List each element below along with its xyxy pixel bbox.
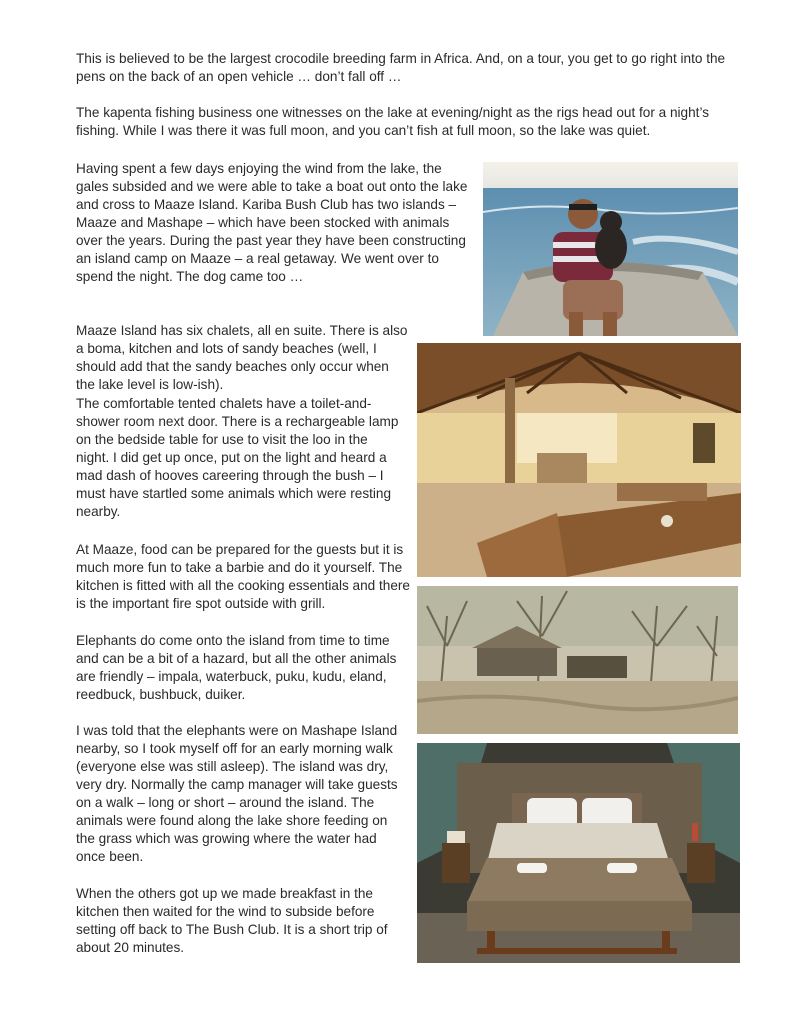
- photo-tent-bedroom: [417, 743, 740, 963]
- paragraph-crocodile-farm: This is believed to be the largest crocodile breeding farm in Africa. And, on a tour, you get to go right into the pens on the back of an open vehicle … don’t fall off …: [76, 51, 726, 84]
- paragraph-breakfast: When the others got up we made breakfast in the kitchen then waited for the wind to subside before setting off back to The Bush Club. It is a short trip of about 20 minutes.: [76, 886, 388, 955]
- photo-tented-chalets-bush: [417, 586, 738, 734]
- paragraph-food: At Maaze, food can be prepared for the guests but it is much more fun to take a barbie and do it yourself. The kitchen is fitted with all the cooking essentials and there is the important fire spot outside with grill.: [76, 542, 410, 611]
- paragraph-elephants: Elephants do come onto the island from time to time and can be a bit of a hazard, but all the other animals are friendly – impala, waterbuck, puku, kudu, eland, reedbuck, bushbuck, duiker.: [76, 633, 397, 702]
- paragraph-boat-trip: Having spent a few days enjoying the wind from the lake, the gales subsided and we were able to take a boat out onto the lake and cross to Maaze Island. Kariba Bush Club has two islands – Maaze and Mashape – which have been stocked with animals over the years. During the past year they have been constructing an island camp on Maaze – a real getaway. We went over to spend the night. The dog came too …: [76, 161, 468, 284]
- paragraph-maaze-chalets: Maaze Island has six chalets, all en suite. There is also a boma, kitchen and lots of sandy beaches (well, I should add that the sandy beaches only occur when the lake level is low-ish).: [76, 323, 408, 392]
- paragraph-tented-chalets: The comfortable tented chalets have a toilet-and-shower room next door. There is a rechargeable lamp on the bedside table for use to visit the loo in the night. I did get up once, put on the light and heard a mad dash of hooves careering through the bush – I must have startled some animals which were resting nearby.: [76, 396, 399, 519]
- photo-boat-with-dog: [483, 162, 738, 336]
- paragraph-kapenta-fishing: The kapenta fishing business one witnesses on the lake at evening/night as the rigs head out for a night’s fishing. While I was there it was full moon, and you can’t fish at full moon, so the lake was quiet.: [76, 105, 710, 138]
- paragraph-early-walk: I was told that the elephants were on Mashape Island nearby, so I took myself off for an early morning walk (everyone else was still asleep). The island was dry, very dry. Normally the camp manager will take guests on a walk – long or short – around the island. The animals were found along the lake shore feeding on the grass which was growing where the water had once been.: [76, 723, 398, 864]
- photo-thatched-boma: [417, 343, 741, 577]
